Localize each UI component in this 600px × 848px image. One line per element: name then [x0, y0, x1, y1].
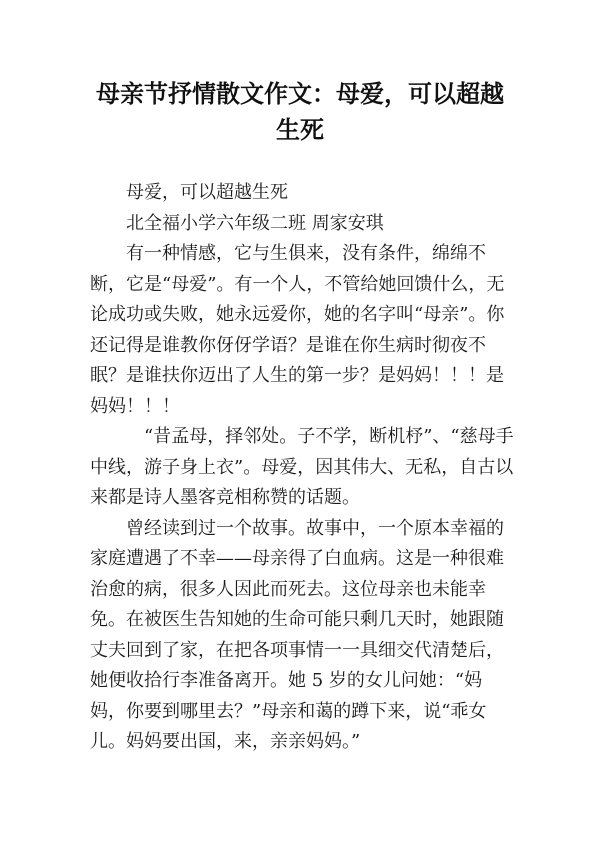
- paragraph-quote: “昔孟母，择邻处。子不学，断机杼”、“慈母手中线，游子身上衣”。母爱，因其伟大、无私，自古以来都是诗人墨客竞相称赞的话题。: [90, 426, 514, 508]
- document-title: 母亲节抒情散文作文：母爱，可以超越生死: [96, 80, 504, 144]
- paragraph-story: 曾经读到过一个故事。故事中，一个原本幸福的家庭遭遇了不幸——母亲得了白血病。这是一种很难治愈的病，很多人因此而死去。这位母亲也未能幸免。在被医生告知她的生命可能只剩几天时，她跟随丈夫回到了家，在把各项事情一一具细交代清楚后，她便收拾行李准备离开。她 5 岁的女儿问她：“妈妈，你要到哪里去？”母亲和蔼的蹲下来，说“乖女儿。妈妈要出国，来，亲亲妈妈。”: [90, 517, 504, 752]
- paragraph-subtitle: 母爱，可以超越生死: [126, 182, 288, 203]
- paragraph-intro: 有一种情感，它与生俱来，没有条件，绵绵不断，它是“母爱”。有一个人，不管给她回馈什么，无论成功或失败，她永远爱你，她的名字叫“母亲”。你还记得是谁教你伢伢学语？是谁在你生病时彻夜不眠？是谁扶你迈出了人生的第一步？是妈妈！！！是妈妈！！！: [90, 243, 505, 417]
- document-body: [90, 178, 516, 758]
- paragraph-author: 北全福小学六年级二班 周家安琪: [126, 212, 384, 234]
